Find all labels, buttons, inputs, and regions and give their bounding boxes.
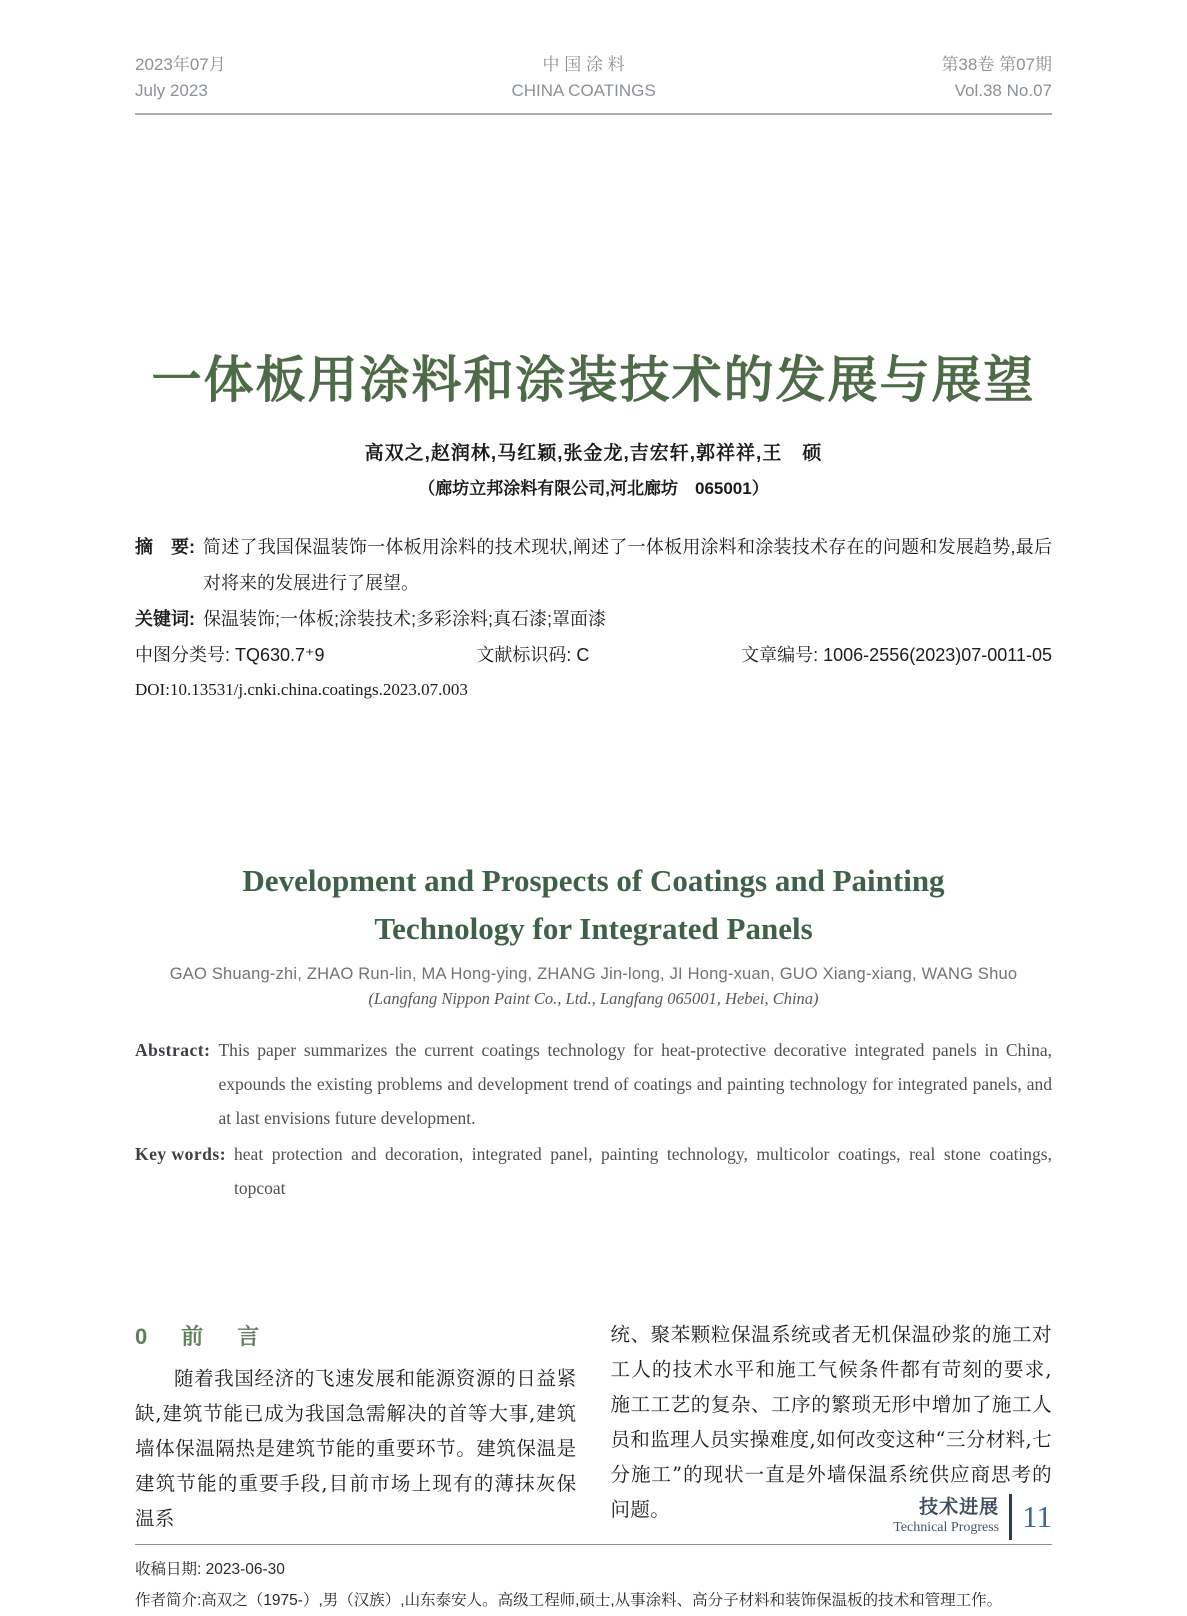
- author-bio: 作者简介:高双之（1975-）,男（汉族）,山东泰安人。高级工程师,硕士,从事涂料、高分子材料和装饰保温板的技术和管理工作。: [135, 1591, 1003, 1609]
- header-date-zh: 2023年07月: [135, 55, 226, 74]
- footer-divider: [1009, 1494, 1012, 1540]
- journal-header: [135, 0, 1052, 115]
- body-paragraph-right: 统、聚苯颗粒保温系统或者无机保温砂浆的施工对工人的技术水平和施工气候条件都有苛刻的要求,施工工艺的复杂、工序的繁琐无形中增加了施工人员和监理人员实操难度,如何改变这种“三分材料,七分施工”的现状一直是外墙保温系统供应商思考的问题。: [610, 1322, 1052, 1521]
- header-journal-en: CHINA COATINGS: [511, 81, 656, 101]
- abstract-zh-block: [135, 529, 1052, 707]
- keywords-en-label: Key words:: [135, 1143, 227, 1164]
- keywords-zh-row: [135, 601, 1052, 637]
- abstract-zh-text: 简述了我国保温装饰一体板用涂料的技术现状,阐述了一体板用涂料和涂装技术存在的问题和发展趋势,最后对将来的发展进行了展望。: [203, 536, 1052, 593]
- body-column-left: [135, 1317, 577, 1536]
- abstract-zh-label: 摘 要:: [135, 536, 195, 557]
- article-title-en: [135, 857, 1052, 953]
- page-footer: [893, 1494, 1052, 1540]
- header-issue-zh: 第38卷 第07期: [941, 55, 1052, 74]
- header-journal-name: [511, 52, 655, 105]
- header-date-en: July 2023: [135, 81, 208, 101]
- article-id: 文章编号: 1006-2556(2023)07-0011-05: [741, 644, 1052, 665]
- footnote-block: [135, 1544, 1052, 1616]
- body-paragraph-left: 随着我国经济的飞速发展和能源资源的日益紧缺,建筑节能已成为我国急需解决的首等大事,建筑墙体保温隔热是建筑节能的重要环节。建筑保温是建筑节能的重要手段,目前市场上现有的薄抹灰保温系: [135, 1366, 577, 1530]
- keywords-zh-label: 关键词:: [135, 608, 195, 629]
- abstract-en-label: Abstract:: [135, 1039, 211, 1060]
- authors-zh: 高双之,赵润林,马红颖,张金龙,吉宏轩,郭祥祥,王 硕: [364, 442, 823, 464]
- keywords-en-row: [135, 1137, 1052, 1205]
- article-title-zh: 一体板用涂料和涂装技术的发展与展望: [151, 351, 1036, 408]
- page-number: 11: [1022, 1499, 1052, 1534]
- article-title-en-line2: Technology for Integrated Panels: [374, 910, 813, 946]
- abstract-en-text: This paper summarizes the current coatings technology for heat-protective decorative integrated panels in China, expounds the existing problems and development trend of coatings and painting technology for integrated panels, and at last envisions future development.: [218, 1039, 1052, 1128]
- footer-section: [893, 1497, 999, 1537]
- document-code: 文献标识码: C: [476, 644, 590, 665]
- affiliation-zh: （廊坊立邦涂料有限公司,河北廊坊 065001）: [418, 478, 769, 498]
- classification-row: [135, 637, 1052, 673]
- footer-section-zh: 技术进展: [919, 1497, 1000, 1518]
- section-heading: 0 前 言: [135, 1323, 266, 1349]
- affiliation-en: (Langfang Nippon Paint Co., Ltd., Langfang 065001, Hebei, China): [368, 988, 819, 1008]
- header-date: [135, 52, 226, 105]
- abstract-zh-row: [135, 529, 1052, 601]
- received-date: 收稿日期: 2023-06-30: [135, 1560, 285, 1578]
- keywords-en-text: heat protection and decoration, integrated panel, painting technology, multicolor coatings, real stone coatings, topcoat: [234, 1143, 1052, 1198]
- footer-section-en: Technical Progress: [893, 1520, 1000, 1535]
- clc-number: 中图分类号: TQ630.7⁺9: [135, 644, 325, 665]
- abstract-en-row: [135, 1033, 1052, 1135]
- doi: DOI:10.13531/j.cnki.china.coatings.2023.07.003: [135, 679, 468, 699]
- header-journal-zh: 中 国 涂 料: [542, 55, 625, 74]
- authors-en: GAO Shuang-zhi, ZHAO Run-lin, MA Hong-ying, ZHANG Jin-long, JI Hong-xuan, GUO Xiang-xiang, WANG Shuo: [169, 964, 1018, 983]
- keywords-zh-text: 保温装饰;一体板;涂装技术;多彩涂料;真石漆;罩面漆: [203, 608, 607, 629]
- article-title-en-line1: Development and Prospects of Coatings and Painting: [242, 862, 945, 898]
- header-issue-en: Vol.38 No.07: [954, 81, 1052, 101]
- header-issue: [941, 52, 1052, 105]
